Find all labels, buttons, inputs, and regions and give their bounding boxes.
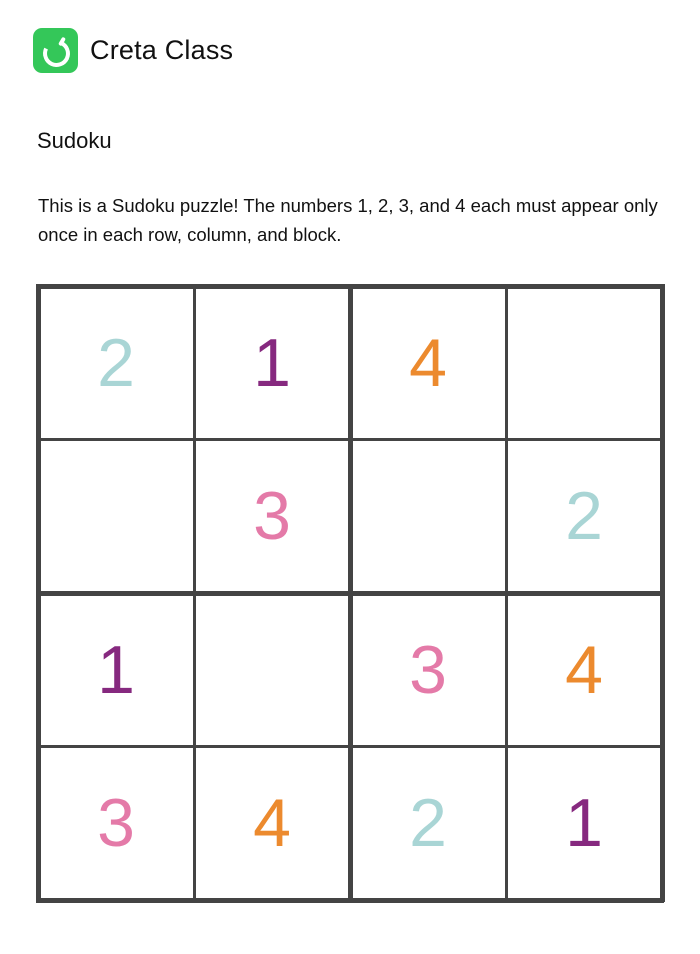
sudoku-cell-r3c3[interactable]: 3	[409, 631, 447, 708]
grid-line-horizontal	[36, 591, 664, 596]
sudoku-cell-r1c4[interactable]	[506, 286, 662, 440]
sudoku-cell-r2c3[interactable]	[350, 440, 506, 594]
sudoku-grid	[38, 286, 662, 900]
sudoku-cell-r4c1[interactable]: 3	[97, 785, 135, 862]
logo-icon	[33, 28, 78, 73]
grid-line-vertical	[505, 284, 508, 902]
sudoku-cell-r2c4[interactable]: 2	[565, 478, 603, 555]
logo-text: Creta Class	[90, 35, 234, 65]
instructions: This is a Sudoku puzzle! The numbers 1, 2, 3, and 4 each must appear only once in each row, column, and block.	[38, 195, 658, 245]
sudoku-cell-r4c4[interactable]: 1	[565, 785, 603, 862]
sudoku-cell-r3c2[interactable]	[194, 593, 350, 747]
grid-line-vertical	[660, 284, 665, 902]
sudoku-cell-r1c2[interactable]: 1	[253, 324, 291, 401]
sudoku-cell-r4c3[interactable]: 2	[409, 785, 447, 862]
sudoku-cell-r4c2[interactable]: 4	[253, 785, 291, 862]
grid-line-horizontal	[36, 898, 664, 903]
sudoku-cell-r3c1[interactable]: 1	[97, 631, 135, 708]
sudoku-cell-r1c3[interactable]: 4	[409, 324, 447, 401]
page-title: Sudoku	[37, 128, 112, 153]
creta-class-logo	[33, 28, 233, 73]
sudoku-cell-r2c1[interactable]	[38, 440, 194, 594]
sudoku-cell-r1c1[interactable]: 2	[97, 324, 135, 401]
sudoku-cell-r2c2[interactable]: 3	[253, 478, 291, 555]
grid-line-horizontal	[36, 745, 664, 748]
sudoku-cell-r3c4[interactable]: 4	[565, 631, 603, 708]
